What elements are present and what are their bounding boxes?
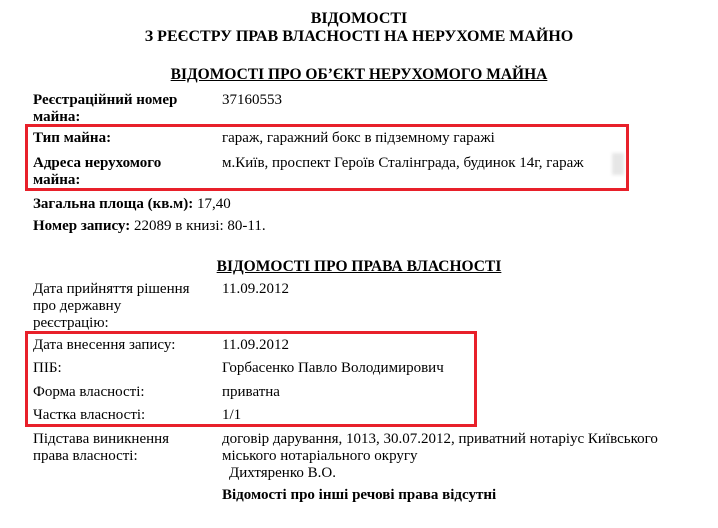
address-value: м.Київ, проспект Героїв Сталінграда, будинок 14г, гараж [222, 155, 584, 171]
address-label-line2: майна: [33, 172, 81, 188]
reg-number-label [33, 92, 177, 126]
basis-value-line2: міського нотаріального округу [222, 448, 418, 464]
rights-section-heading: ВІДОМОСТІ ПРО ПРАВА ВЛАСНОСТІ [216, 258, 502, 275]
decision-label-line3: реєстрацію: [33, 315, 109, 331]
basis-value-line3: Дихтяренко В.О. [229, 465, 336, 481]
type-label: Тип майна: [33, 130, 112, 146]
address-label [33, 155, 161, 189]
ownership-share-label: Частка власності: [33, 407, 146, 423]
reg-number-value: 37160553 [222, 92, 282, 108]
decision-date-value: 11.09.2012 [222, 281, 289, 297]
basis-value-line1: договір дарування, 1013, 30.07.2012, приватний нотаріус Київського [222, 431, 658, 447]
ownership-share-value: 1/1 [222, 407, 242, 423]
area-label: Загальна площа (кв.м): [33, 196, 194, 212]
entry-date-value: 11.09.2012 [222, 337, 289, 353]
redacted-blur [612, 153, 624, 175]
address-label-line1: Адреса нерухомого [33, 155, 162, 171]
area-row [33, 196, 231, 213]
basis-label-line1: Підстава виникнення [33, 431, 170, 447]
type-value: гараж, гаражний бокс в підземному гаражі [222, 130, 495, 146]
decision-label-line1: Дата прийняття рішення [33, 281, 190, 297]
record-label: Номер запису: [33, 218, 131, 234]
document-title-line1: ВІДОМОСТІ [310, 10, 408, 27]
area-value: 17,40 [197, 196, 231, 212]
decision-date-label [33, 281, 190, 332]
document-title-line2: З РЕЄСТРУ ПРАВ ВЛАСНОСТІ НА НЕРУХОМЕ МАЙНО [144, 28, 574, 45]
decision-label-line2: про державну [33, 298, 122, 314]
other-rights-note: Відомості про інші речові права відсутні [222, 487, 497, 503]
basis-label [33, 431, 169, 465]
ownership-form-label: Форма власності: [33, 384, 145, 400]
record-value: 22089 в книзі: 80-11. [133, 218, 266, 234]
object-section-heading: ВІДОМОСТІ ПРО ОБ’ЄКТ НЕРУХОМОГО МАЙНА [170, 66, 548, 83]
ownership-form-value: приватна [222, 384, 280, 400]
reg-number-label-line1: Реєстраційний номер [33, 92, 178, 108]
owner-name-value: Горбасенко Павло Володимирович [222, 360, 444, 376]
reg-number-label-line2: майна: [33, 109, 81, 125]
record-row [33, 218, 266, 235]
owner-name-label: ПІБ: [33, 360, 62, 376]
basis-label-line2: права власності: [33, 448, 138, 464]
basis-value [222, 431, 658, 482]
entry-date-label: Дата внесення запису: [33, 337, 176, 353]
